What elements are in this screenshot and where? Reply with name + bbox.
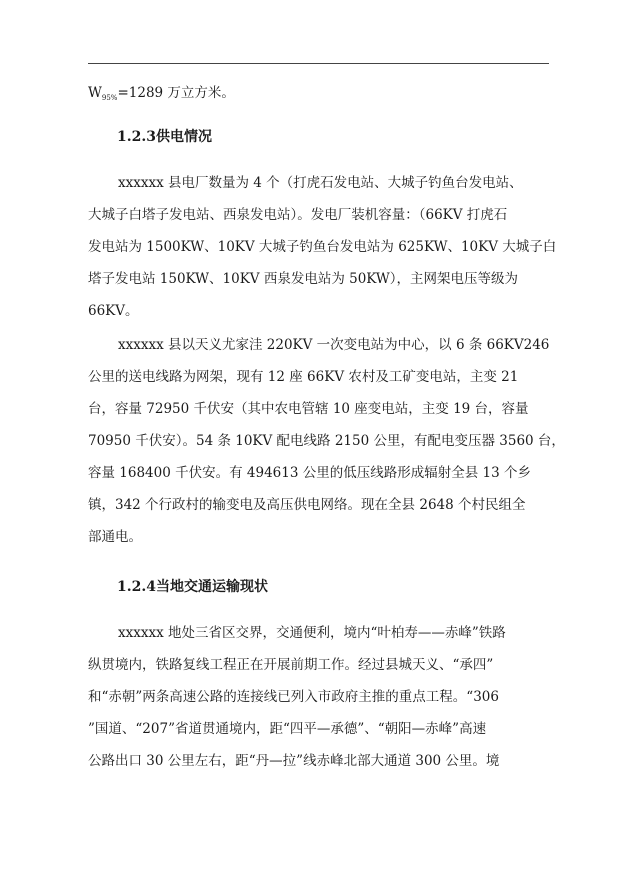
power-heading: 1.2.3供电情况 <box>117 129 212 145</box>
power-para2-line: 台，容量 72950 千伏安（其中农电管辖 10 座变电站，主变 19 台，容量 <box>88 401 529 417</box>
transport-para1-line: 和“赤朝”两条高速公路的连接线已列入市政府主推的重点工程。“306 <box>88 689 499 705</box>
w-value: =1289 万立方米。 <box>117 85 235 101</box>
power-para2-line: 公里的送电线路为网架，现有 12 座 66KV 农村及工矿变电站，主变 21 <box>88 369 519 385</box>
transport-para1-line: xxxxxx 地处三省区交界，交通便利，境内“叶柏寿——赤峰”铁路 <box>118 625 506 641</box>
power-para2-line: 70950 千伏安）。54 条 10KV 配电线路 2150 公里，有配电变压器 3560 台， <box>88 433 565 449</box>
power-para1-line: 66KV。 <box>88 303 139 319</box>
power-para1-line: 塔子发电站 150KW、10KV 西泉发电站为 50KW），主网架电压等级为 <box>88 271 519 287</box>
power-para2-line: 部通电。 <box>88 529 142 545</box>
transport-para1-line: 公路出口 30 公里左右，距“丹—拉”线赤峰北部大通道 300 公里。境 <box>88 753 500 769</box>
power-para2-line: 容量 168400 千伏安。有 494613 公里的低压线路形成辐射全县 13 个乡 <box>88 465 531 481</box>
power-para2-line: 镇，342 个行政村的输变电及高压供电网络。现在全县 2648 个村民组全 <box>88 497 526 513</box>
power-para1-line: 发电站为 1500KW、10KV 大城子钓鱼台发电站为 625KW、10KV 大城子白 <box>88 239 557 255</box>
continued-line <box>88 84 235 107</box>
transport-para1-line: 纵贯境内，铁路复线工程正在开展前期工作。经过县城天义、“承四” <box>88 657 494 673</box>
transport-heading: 1.2.4当地交通运输现状 <box>117 579 268 595</box>
w-symbol: W <box>88 85 102 101</box>
power-para1-line: xxxxxx 县电厂数量为 4 个（打虎石发电站、大城子钓鱼台发电站、 <box>118 175 523 191</box>
w-subscript: 95% <box>101 94 118 102</box>
power-para2-line: xxxxxx 县以天义尤家洼 220KV 一次变电站为中心，以 6 条 66KV246 <box>118 337 550 353</box>
power-para1-line: 大城子白塔子发电站、西泉发电站）。发电厂装机容量：（66KV 打虎石 <box>88 207 508 223</box>
transport-para1-line: ”国道、“207”省道贯通境内，距“四平—承德”、“朝阳—赤峰”高速 <box>88 721 487 737</box>
header-rule <box>88 63 549 64</box>
